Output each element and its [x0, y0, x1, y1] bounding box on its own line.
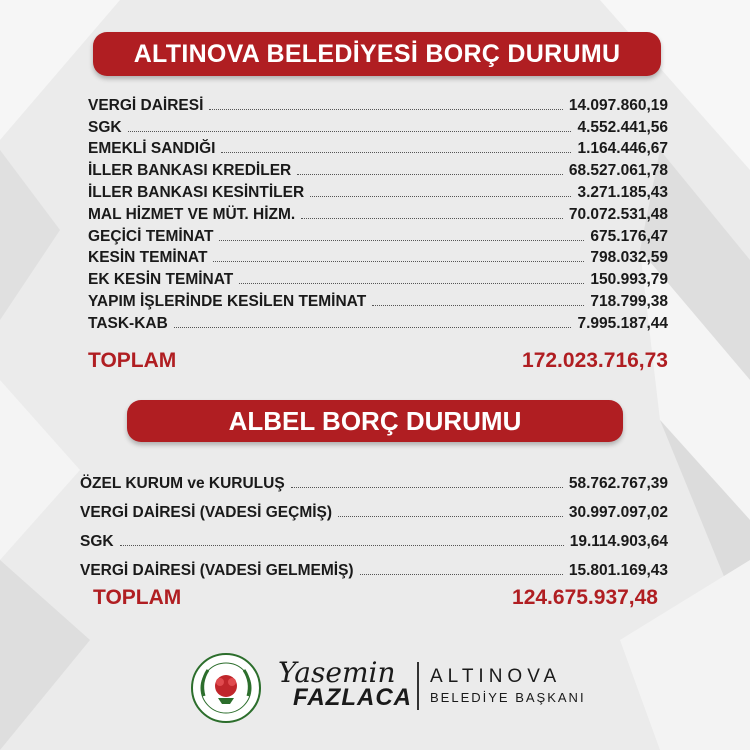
item-label: YAPIM İŞLERİNDE KESİLEN TEMİNAT — [88, 292, 367, 310]
dot-leader — [221, 151, 571, 153]
dot-leader — [128, 130, 572, 132]
list-item — [88, 115, 668, 137]
dot-leader — [372, 304, 584, 306]
item-label: MAL HİZMET VE MÜT. HİZM. — [88, 205, 296, 223]
item-value: 15.801.169,43 — [568, 562, 668, 579]
item-label: VERGİ DAİRESİ (VADESİ GEÇMİŞ) — [80, 504, 333, 521]
total-label: TOPLAM — [93, 586, 182, 609]
list-item — [88, 137, 668, 159]
dot-leader — [338, 515, 563, 517]
list-item — [88, 289, 668, 311]
dot-leader — [291, 486, 563, 488]
signature-first-name: Yasemin — [278, 656, 396, 689]
municipality-seal-logo — [190, 652, 262, 724]
item-label: ÖZEL KURUM ve KURULUŞ — [80, 475, 285, 492]
total-value: 172.023.716,73 — [522, 349, 668, 372]
section2-title: ALBEL BORÇ DURUMU — [127, 400, 623, 442]
item-value: 68.527.061,78 — [568, 162, 668, 180]
list-item — [88, 180, 668, 202]
organization-name: ALTINOVA — [430, 666, 562, 687]
dot-leader — [310, 195, 571, 197]
list-item — [80, 464, 668, 493]
list-item — [88, 202, 668, 224]
item-label: EMEKLİ SANDIĞI — [88, 140, 216, 158]
role-title: BELEDİYE BAŞKANI — [430, 690, 586, 705]
item-value: 14.097.860,19 — [568, 96, 668, 114]
item-label: İLLER BANKASI KREDİLER — [88, 162, 292, 180]
list-item — [88, 224, 668, 246]
list-item — [88, 311, 668, 333]
list-item — [80, 522, 668, 551]
item-label: SGK — [88, 118, 122, 136]
list-item — [80, 493, 668, 522]
item-value: 3.271.185,43 — [577, 183, 668, 201]
dot-leader — [174, 326, 572, 328]
section2-total — [93, 586, 658, 610]
item-label: İLLER BANKASI KESİNTİLER — [88, 183, 305, 201]
list-item — [88, 158, 668, 180]
item-value: 70.072.531,48 — [568, 205, 668, 223]
item-label: VERGİ DAİRESİ — [88, 96, 204, 114]
item-label: KESİN TEMİNAT — [88, 249, 208, 267]
item-label: SGK — [80, 533, 114, 550]
total-label: TOPLAM — [88, 349, 177, 372]
dot-leader — [301, 217, 563, 219]
signature-last-name: FAZLACA — [293, 684, 412, 711]
item-value: 150.993,79 — [590, 271, 668, 289]
dot-leader — [297, 173, 563, 175]
dot-leader — [120, 544, 564, 546]
dot-leader — [213, 260, 584, 262]
dot-leader — [239, 282, 584, 284]
item-value: 675.176,47 — [590, 227, 668, 245]
section1-total — [88, 349, 668, 373]
list-item — [88, 267, 668, 289]
section1-list — [88, 93, 668, 333]
dot-leader — [360, 573, 563, 575]
list-item — [80, 551, 668, 580]
list-item — [88, 246, 668, 268]
item-value: 1.164.446,67 — [577, 140, 668, 158]
item-label: EK KESİN TEMİNAT — [88, 271, 234, 289]
item-value: 7.995.187,44 — [577, 314, 668, 332]
item-value: 58.762.767,39 — [568, 475, 668, 492]
footer-signature-block — [190, 652, 590, 722]
divider — [417, 662, 419, 710]
item-label: GEÇİCİ TEMİNAT — [88, 227, 214, 245]
section1-title: ALTINOVA BELEDİYESİ BORÇ DURUMU — [93, 32, 661, 76]
item-value: 19.114.903,64 — [569, 533, 668, 550]
list-item — [88, 93, 668, 115]
dot-leader — [209, 108, 562, 110]
item-label: TASK-KAB — [88, 314, 168, 332]
total-value: 124.675.937,48 — [512, 586, 658, 609]
item-value: 798.032,59 — [590, 249, 668, 267]
item-label: VERGİ DAİRESİ (VADESİ GELMEMİŞ) — [80, 562, 354, 579]
item-value: 30.997.097,02 — [568, 504, 668, 521]
item-value: 718.799,38 — [590, 292, 668, 310]
item-value: 4.552.441,56 — [577, 118, 668, 136]
dot-leader — [219, 239, 584, 241]
section2-list — [80, 464, 668, 580]
